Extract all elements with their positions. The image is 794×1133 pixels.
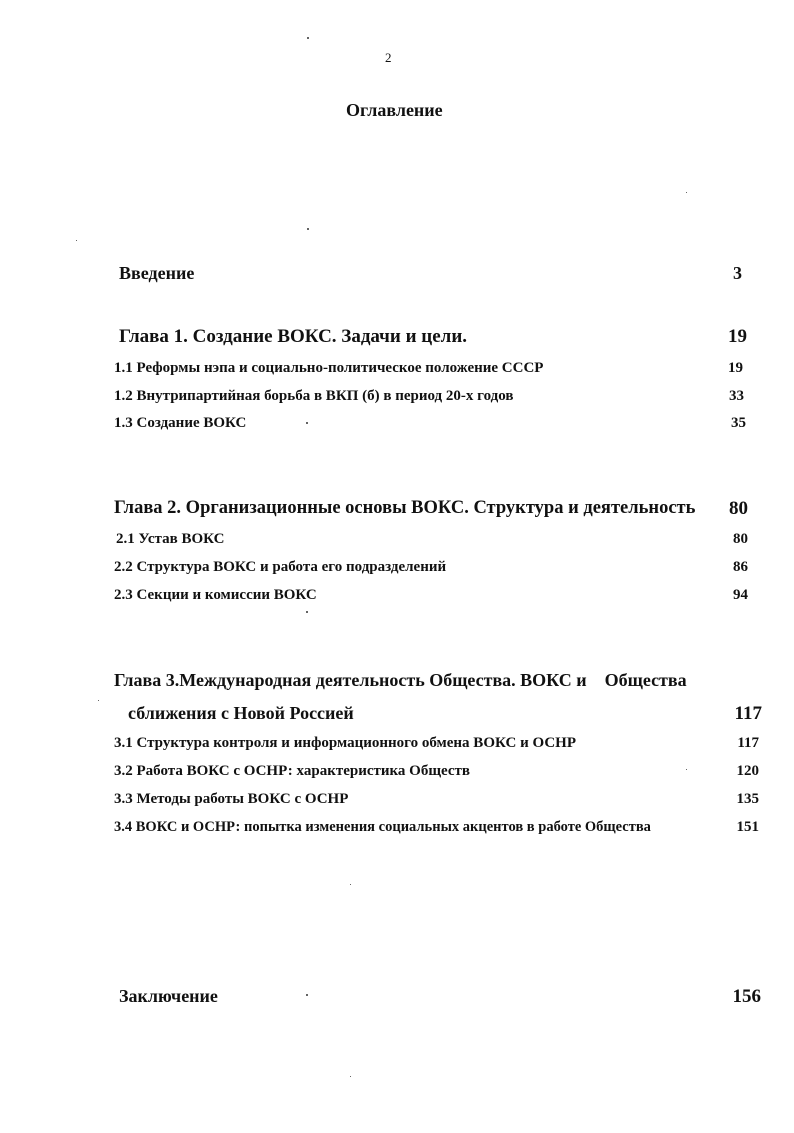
scan-speck	[76, 240, 77, 241]
toc-section-2-1: 2.1 Устав ВОКС	[116, 531, 225, 547]
scan-speck	[306, 422, 308, 424]
toc-chapter-1-page: 19	[728, 326, 747, 347]
toc-section-1-3-page: 35	[731, 415, 746, 431]
toc-chapter-2-heading: Глава 2. Организационные основы ВОКС. Структура и деятельность	[114, 498, 696, 518]
toc-section-1-3: 1.3 Создание ВОКС	[114, 415, 247, 431]
toc-chapter-3-heading-line-1: Глава 3.Международная деятельность Общества. ВОКС и Общества	[114, 670, 687, 690]
toc-section-3-1: 3.1 Структура контроля и информационного обмена ВОКС и ОСНР	[114, 735, 576, 751]
toc-section-1-2-page: 33	[729, 388, 744, 404]
toc-section-2-2: 2.2 Структура ВОКС и работа его подразделений	[114, 559, 447, 575]
toc-section-2-3: 2.3 Секции и комиссии ВОКС	[114, 587, 317, 603]
toc-intro-label: Введение	[119, 263, 195, 283]
scan-speck	[686, 192, 687, 193]
toc-section-3-4: 3.4 ВОКС и ОСНР: попытка изменения социальных акцентов в работе Общества	[114, 819, 651, 835]
toc-section-2-1-page: 80	[733, 531, 748, 547]
scan-speck	[307, 37, 309, 39]
toc-section-3-4-page: 151	[736, 819, 759, 835]
toc-section-2-2-page: 86	[733, 559, 748, 575]
scan-speck	[306, 611, 308, 613]
page-title: Оглавление	[346, 100, 443, 120]
scan-speck	[307, 228, 309, 230]
scan-speck	[686, 769, 687, 770]
toc-section-3-3: 3.3 Методы работы ВОКС с ОСНР	[114, 791, 349, 807]
toc-section-3-1-page: 117	[737, 735, 759, 751]
toc-intro-page: 3	[733, 263, 742, 283]
toc-conclusion-page: 156	[732, 986, 761, 1007]
toc-conclusion-label: Заключение	[119, 986, 218, 1006]
scan-speck	[98, 700, 99, 701]
toc-chapter-3-page: 117	[734, 703, 762, 724]
page-number: 2	[385, 50, 392, 65]
toc-chapter-1-heading: Глава 1. Создание ВОКС. Задачи и цели.	[119, 326, 468, 347]
toc-chapter-3-heading-line-2: сближения с Новой Россией	[128, 703, 354, 723]
scan-speck	[306, 994, 308, 996]
toc-section-3-3-page: 135	[736, 791, 759, 807]
toc-section-1-2: 1.2 Внутрипартийная борьба в ВКП (б) в период 20-х годов	[114, 388, 514, 404]
toc-chapter-2-page: 80	[729, 498, 748, 519]
scan-speck	[350, 884, 351, 885]
toc-section-3-2: 3.2 Работа ВОКС с ОСНР: характеристика Обществ	[114, 763, 470, 779]
toc-section-1-1-page: 19	[728, 360, 743, 376]
toc-section-1-1: 1.1 Реформы нэпа и социально-политическое положение СССР	[114, 360, 544, 376]
scan-speck	[350, 1076, 351, 1077]
toc-section-3-2-page: 120	[736, 763, 759, 779]
toc-section-2-3-page: 94	[733, 587, 748, 603]
